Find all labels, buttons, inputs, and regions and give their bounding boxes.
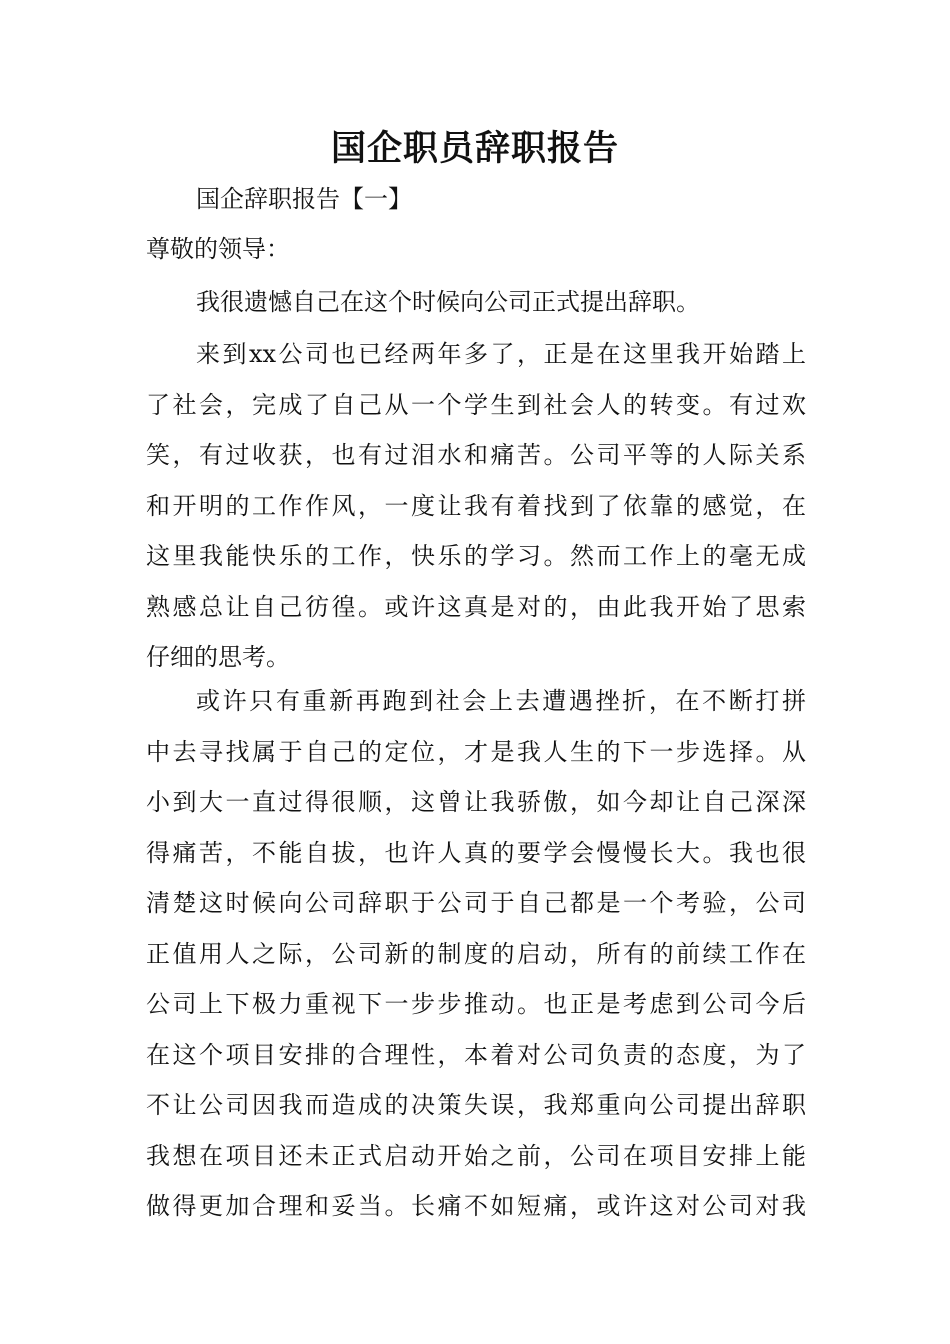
paragraph-line: 我想在项目还未正式启动开始之前，公司在项目安排上能	[146, 1141, 806, 1170]
paragraph-line: 和开明的工作作风，一度让我有着找到了依靠的感觉，在	[146, 491, 806, 520]
paragraph-line: 做得更加合理和妥当。长痛不如短痛，或许这对公司对我	[146, 1192, 806, 1220]
paragraph-line: 我很遗憾自己在这个时候向公司正式提出辞职。	[196, 288, 700, 316]
paragraph-line: 来到xx公司也已经两年多了，正是在这里我开始踏上	[196, 340, 806, 368]
paragraph-2	[146, 329, 806, 683]
paragraph-1	[146, 277, 806, 328]
paragraph-3	[146, 676, 806, 1232]
paragraph-line: 小到大一直过得很顺，这曾让我骄傲，如今却让自己深深	[146, 788, 806, 816]
paragraph-line: 得痛苦，不能自拔，也许人真的要学会慢慢长大。我也很	[146, 838, 806, 867]
paragraph-line: 了社会，完成了自己从一个学生到社会人的转变。有过欢	[146, 390, 806, 419]
paragraph-line: 笑，有过收获，也有过泪水和痛苦。公司平等的人际关系	[146, 441, 806, 469]
paragraph-line: 不让公司因我而造成的决策失误，我郑重向公司提出辞职	[146, 1091, 806, 1119]
document-title: 国企职员辞职报告	[330, 128, 619, 169]
paragraph-line: 这里我能快乐的工作，快乐的学习。然而工作上的毫无成	[146, 542, 806, 570]
paragraph-line: 仔细的思考。	[146, 643, 290, 671]
salutation: 尊敬的领导：	[146, 235, 290, 263]
paragraph-line: 正值用人之际，公司新的制度的启动，所有的前续工作在	[146, 939, 806, 968]
paragraph-line: 或许只有重新再跑到社会上去遭遇挫折，在不断打拼	[196, 687, 806, 715]
paragraph-line: 在这个项目安排的合理性，本着对公司负责的态度，为了	[146, 1040, 806, 1069]
paragraph-line: 中去寻找属于自己的定位，才是我人生的下一步选择。从	[146, 737, 806, 766]
paragraph-line: 公司上下极力重视下一步步推动。也正是考虑到公司今后	[146, 990, 806, 1018]
paragraph-line: 清楚这时候向公司辞职于公司于自己都是一个考验，公司	[146, 889, 806, 917]
document-subtitle: 国企辞职报告【一】	[196, 185, 412, 213]
paragraph-line: 熟感总让自己彷徨。或许这真是对的，由此我开始了思索	[146, 592, 806, 621]
